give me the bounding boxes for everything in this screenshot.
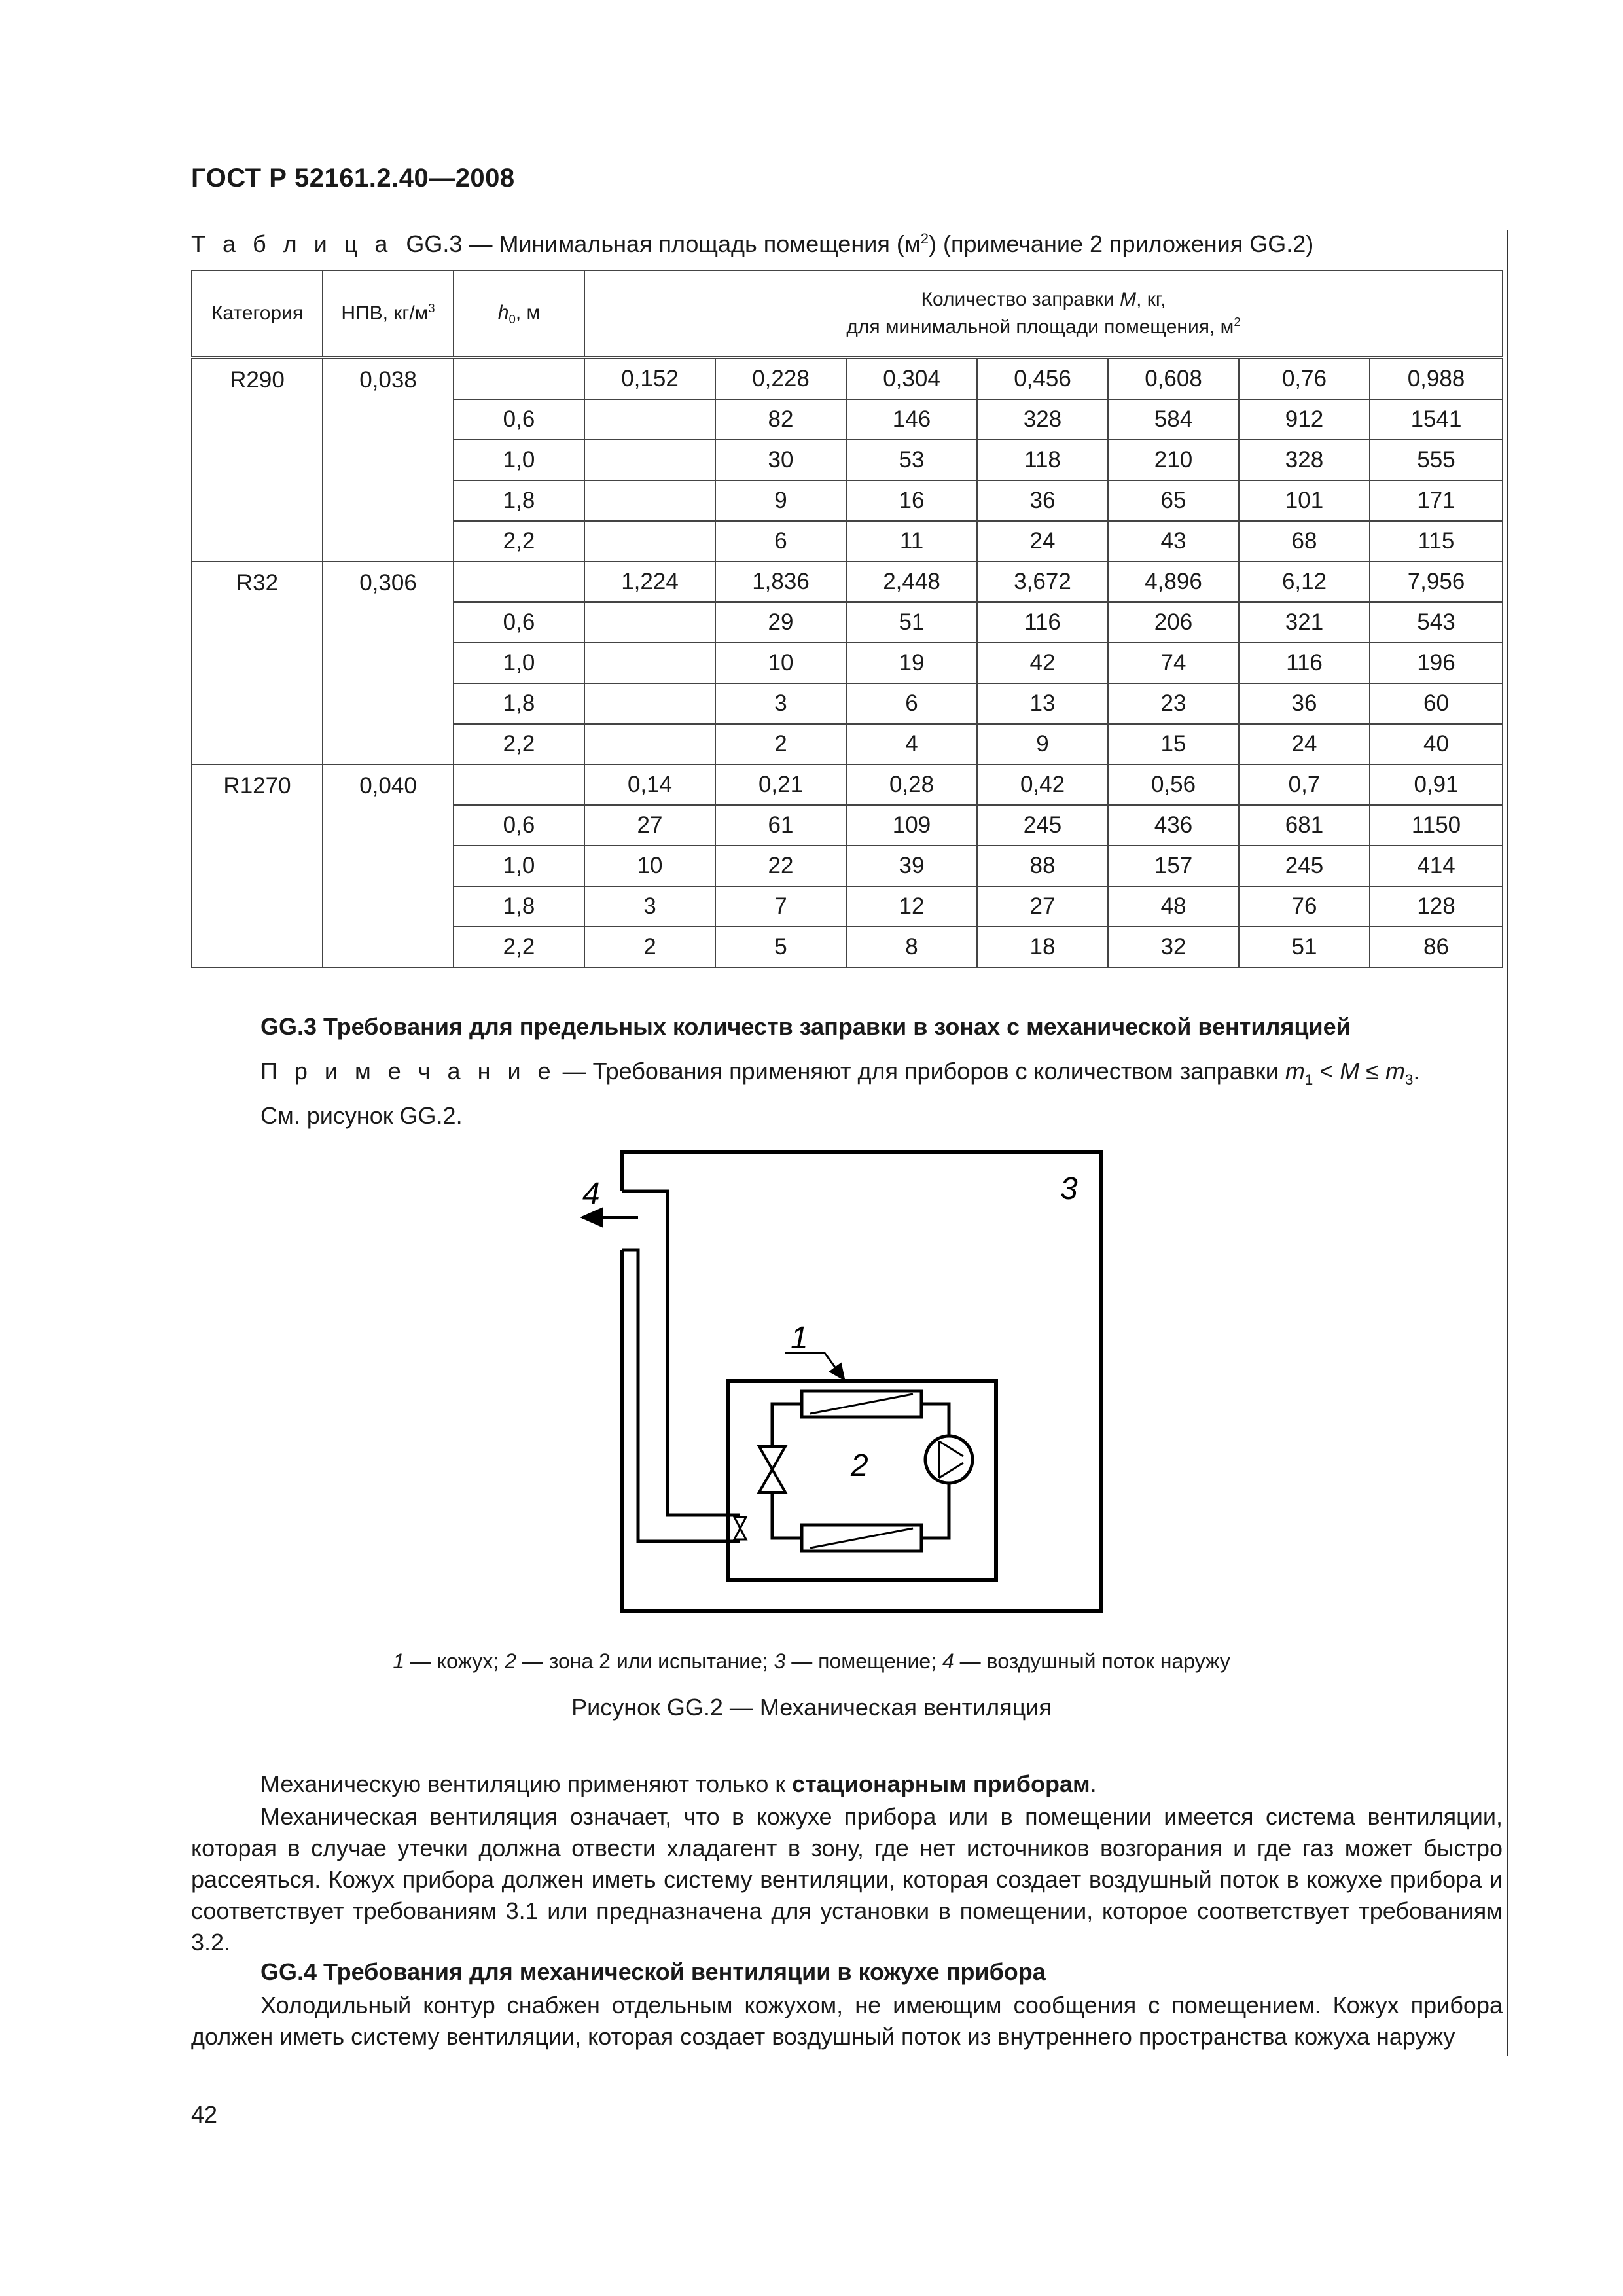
table-row: [192, 562, 1503, 602]
area-cell: 1541: [1370, 399, 1503, 440]
area-cell: 2: [715, 724, 846, 764]
charge-cell: 0,91: [1370, 764, 1503, 805]
area-cell: 65: [1108, 480, 1239, 521]
label-4: 4: [582, 1177, 600, 1211]
legend-text: — зона 2 или испытание;: [516, 1649, 774, 1673]
area-cell: 328: [977, 399, 1108, 440]
label-3: 3: [1060, 1172, 1078, 1206]
h0-cell: 1,8: [454, 886, 584, 927]
h0-cell: [454, 764, 584, 805]
area-cell: 328: [1239, 440, 1370, 480]
area-cell: 245: [1239, 846, 1370, 886]
area-cell: 115: [1370, 521, 1503, 562]
area-cell: 109: [846, 805, 977, 846]
area-cell: 116: [977, 602, 1108, 643]
area-cell: 51: [846, 602, 977, 643]
charge-cell: 1,836: [715, 562, 846, 602]
table-row: [192, 764, 1503, 805]
charge-cell: 0,28: [846, 764, 977, 805]
area-cell: 51: [1239, 927, 1370, 967]
compressor: [925, 1436, 972, 1483]
area-cell: 4: [846, 724, 977, 764]
area-cell: 3: [715, 683, 846, 724]
min-room-area-table: [191, 270, 1503, 968]
area-cell: 414: [1370, 846, 1503, 886]
area-cell: 321: [1239, 602, 1370, 643]
h0-cell: 0,6: [454, 399, 584, 440]
area-cell: 116: [1239, 643, 1370, 683]
charge-cell: 3,672: [977, 562, 1108, 602]
paragraph-stationary: Механическую вентиляцию применяют только к стационарным приборам.: [260, 1770, 1097, 1797]
area-cell: 18: [977, 927, 1108, 967]
charge-cell: 0,456: [977, 358, 1108, 400]
area-cell: 245: [977, 805, 1108, 846]
table-caption-tail: ) (примечание 2 приложения GG.2): [928, 230, 1314, 257]
duct-valve: [734, 1517, 746, 1539]
area-cell: 68: [1239, 521, 1370, 562]
area-cell: 22: [715, 846, 846, 886]
h0-cell: [454, 358, 584, 400]
charge-cell: 4,896: [1108, 562, 1239, 602]
npv-cell: 0,306: [323, 562, 454, 764]
section-gg4-title: GG.4 Требования для механической вентиляции в кожухе прибора: [260, 1958, 1046, 1985]
category-cell: R32: [192, 562, 323, 764]
paragraph-enclosure-ventilation: Холодильный контур снабжен отдельным кожухом, не имеющим сообщения с помещением. Кожух прибора должен иметь систему вентиляции, которая создает воздушный поток из внутреннего пространства кожуха наружу: [191, 1992, 1503, 2050]
area-cell: 2: [584, 927, 715, 967]
area-cell: [584, 440, 715, 480]
duct-inner: [622, 1250, 740, 1541]
area-cell: 36: [977, 480, 1108, 521]
legend-number: 1: [393, 1649, 404, 1673]
category-cell: R290: [192, 358, 323, 562]
charge-cell: 6,12: [1239, 562, 1370, 602]
area-cell: 10: [584, 846, 715, 886]
area-cell: 61: [715, 805, 846, 846]
area-cell: 101: [1239, 480, 1370, 521]
h0-cell: 2,2: [454, 927, 584, 967]
area-cell: [584, 521, 715, 562]
area-cell: 30: [715, 440, 846, 480]
charge-cell: 0,42: [977, 764, 1108, 805]
h0-cell: 1,8: [454, 683, 584, 724]
area-cell: 27: [584, 805, 715, 846]
area-cell: 210: [1108, 440, 1239, 480]
area-cell: 43: [1108, 521, 1239, 562]
area-cell: 27: [977, 886, 1108, 927]
area-cell: 6: [715, 521, 846, 562]
expansion-valve: [759, 1446, 785, 1492]
section-gg3-note: П р и м е ч а н и е — Требования применяют для приборов с количеством заправки $m_1 < M \le m_3$.: [260, 1058, 1420, 1088]
area-cell: 60: [1370, 683, 1503, 724]
table-row: [192, 358, 1503, 400]
area-cell: 88: [977, 846, 1108, 886]
area-cell: [584, 399, 715, 440]
area-cell: 6: [846, 683, 977, 724]
charge-cell: 0,76: [1239, 358, 1370, 400]
charge-cell: 0,608: [1108, 358, 1239, 400]
figure-caption: Рисунок GG.2 — Механическая вентиляция: [571, 1694, 1052, 1721]
area-cell: 206: [1108, 602, 1239, 643]
legend-text: — воздушный поток наружу: [954, 1649, 1230, 1673]
npv-cell: 0,038: [323, 358, 454, 562]
area-cell: 29: [715, 602, 846, 643]
area-cell: 8: [846, 927, 977, 967]
area-cell: 39: [846, 846, 977, 886]
npv-cell: 0,040: [323, 764, 454, 967]
area-cell: 128: [1370, 886, 1503, 927]
area-cell: 16: [846, 480, 977, 521]
area-cell: 12: [846, 886, 977, 927]
header-charge-amount: Количество заправки M, кг, для минимальной площади помещения, $м^2$: [584, 270, 1503, 358]
area-cell: 42: [977, 643, 1108, 683]
area-cell: [584, 602, 715, 643]
h0-cell: 2,2: [454, 521, 584, 562]
document-header: ГОСТ Р 52161.2.40—2008: [191, 164, 515, 192]
legend-number: 4: [942, 1649, 954, 1673]
area-cell: 13: [977, 683, 1108, 724]
area-cell: 555: [1370, 440, 1503, 480]
data-table-wrapper: [191, 270, 1503, 968]
area-cell: 584: [1108, 399, 1239, 440]
area-cell: 5: [715, 927, 846, 967]
enclosure-leader: [785, 1353, 844, 1380]
section-gg3-title: GG.3 Требования для предельных количеств заправки в зонах с механической вентиляцией: [260, 1013, 1351, 1040]
table-caption-sup: 2: [920, 230, 929, 247]
margin-rule: [1507, 230, 1508, 2056]
area-cell: 681: [1239, 805, 1370, 846]
area-cell: 32: [1108, 927, 1239, 967]
area-cell: 912: [1239, 399, 1370, 440]
h0-cell: [454, 562, 584, 602]
charge-cell: 0,14: [584, 764, 715, 805]
area-cell: 24: [977, 521, 1108, 562]
area-cell: 171: [1370, 480, 1503, 521]
legend-text: — помещение;: [785, 1649, 942, 1673]
h0-cell: 1,0: [454, 440, 584, 480]
h0-cell: 1,0: [454, 846, 584, 886]
area-cell: 74: [1108, 643, 1239, 683]
area-cell: 11: [846, 521, 977, 562]
header-npv: НПВ, $кг/м^3$: [323, 270, 454, 358]
area-cell: 23: [1108, 683, 1239, 724]
area-cell: 36: [1239, 683, 1370, 724]
table-caption-main: GG.3 — Минимальная площадь помещения (м: [406, 230, 921, 257]
area-cell: 9: [715, 480, 846, 521]
area-cell: 157: [1108, 846, 1239, 886]
figure-legend: [0, 1649, 1623, 1674]
area-cell: [584, 480, 715, 521]
area-cell: 53: [846, 440, 977, 480]
table-header-row: [192, 270, 1503, 358]
h0-cell: 1,0: [454, 643, 584, 683]
area-cell: [584, 724, 715, 764]
area-cell: 3: [584, 886, 715, 927]
legend-text: — кожух;: [404, 1649, 505, 1673]
header-category: Категория: [192, 270, 323, 358]
charge-cell: 0,56: [1108, 764, 1239, 805]
area-cell: 118: [977, 440, 1108, 480]
label-2: 2: [851, 1448, 868, 1483]
charge-cell: 0,228: [715, 358, 846, 400]
area-cell: 543: [1370, 602, 1503, 643]
area-cell: 15: [1108, 724, 1239, 764]
legend-number: 3: [774, 1649, 786, 1673]
charge-cell: 2,448: [846, 562, 977, 602]
charge-cell: 0,988: [1370, 358, 1503, 400]
area-cell: 76: [1239, 886, 1370, 927]
charge-cell: 0,7: [1239, 764, 1370, 805]
area-cell: 48: [1108, 886, 1239, 927]
area-cell: 86: [1370, 927, 1503, 967]
h0-cell: 2,2: [454, 724, 584, 764]
area-cell: 7: [715, 886, 846, 927]
area-cell: 1150: [1370, 805, 1503, 846]
charge-cell: 1,224: [584, 562, 715, 602]
area-cell: [584, 683, 715, 724]
table-caption: [191, 230, 1313, 258]
table-body: [192, 358, 1503, 968]
area-cell: 196: [1370, 643, 1503, 683]
h0-cell: 0,6: [454, 602, 584, 643]
area-cell: 19: [846, 643, 977, 683]
see-figure-text: См. рисунок GG.2.: [260, 1102, 463, 1129]
area-cell: 436: [1108, 805, 1239, 846]
area-cell: [584, 643, 715, 683]
charge-cell: 7,956: [1370, 562, 1503, 602]
h0-cell: 0,6: [454, 805, 584, 846]
area-cell: 146: [846, 399, 977, 440]
table-caption-prefix: Т а б л и ц а: [191, 230, 393, 257]
area-cell: 9: [977, 724, 1108, 764]
charge-cell: 0,21: [715, 764, 846, 805]
charge-cell: 0,152: [584, 358, 715, 400]
area-cell: 10: [715, 643, 846, 683]
legend-number: 2: [505, 1649, 516, 1673]
area-cell: 82: [715, 399, 846, 440]
ventilation-diagram: [563, 1139, 1152, 1636]
label-1: 1: [791, 1321, 808, 1355]
page-number: 42: [191, 2101, 218, 2128]
h0-cell: 1,8: [454, 480, 584, 521]
header-h0: $h_0$, м: [454, 270, 584, 358]
area-cell: 40: [1370, 724, 1503, 764]
area-cell: 24: [1239, 724, 1370, 764]
paragraph-ventilation-definition: Механическая вентиляция означает, что в кожухе прибора или в помещении имеется система вентиляции, которая в случае утечки должна отвести хладагент в зону, где нет источников возгорания и где газ может быстро рассеяться. Кожух прибора должен иметь систему вентиляции, которая создает воздушный поток в кожухе прибора и соответствует требованиям 3.1 или предназначена для установки в помещении, которое соответствует требованиям 3.2.: [191, 1803, 1503, 1956]
charge-cell: 0,304: [846, 358, 977, 400]
category-cell: R1270: [192, 764, 323, 967]
